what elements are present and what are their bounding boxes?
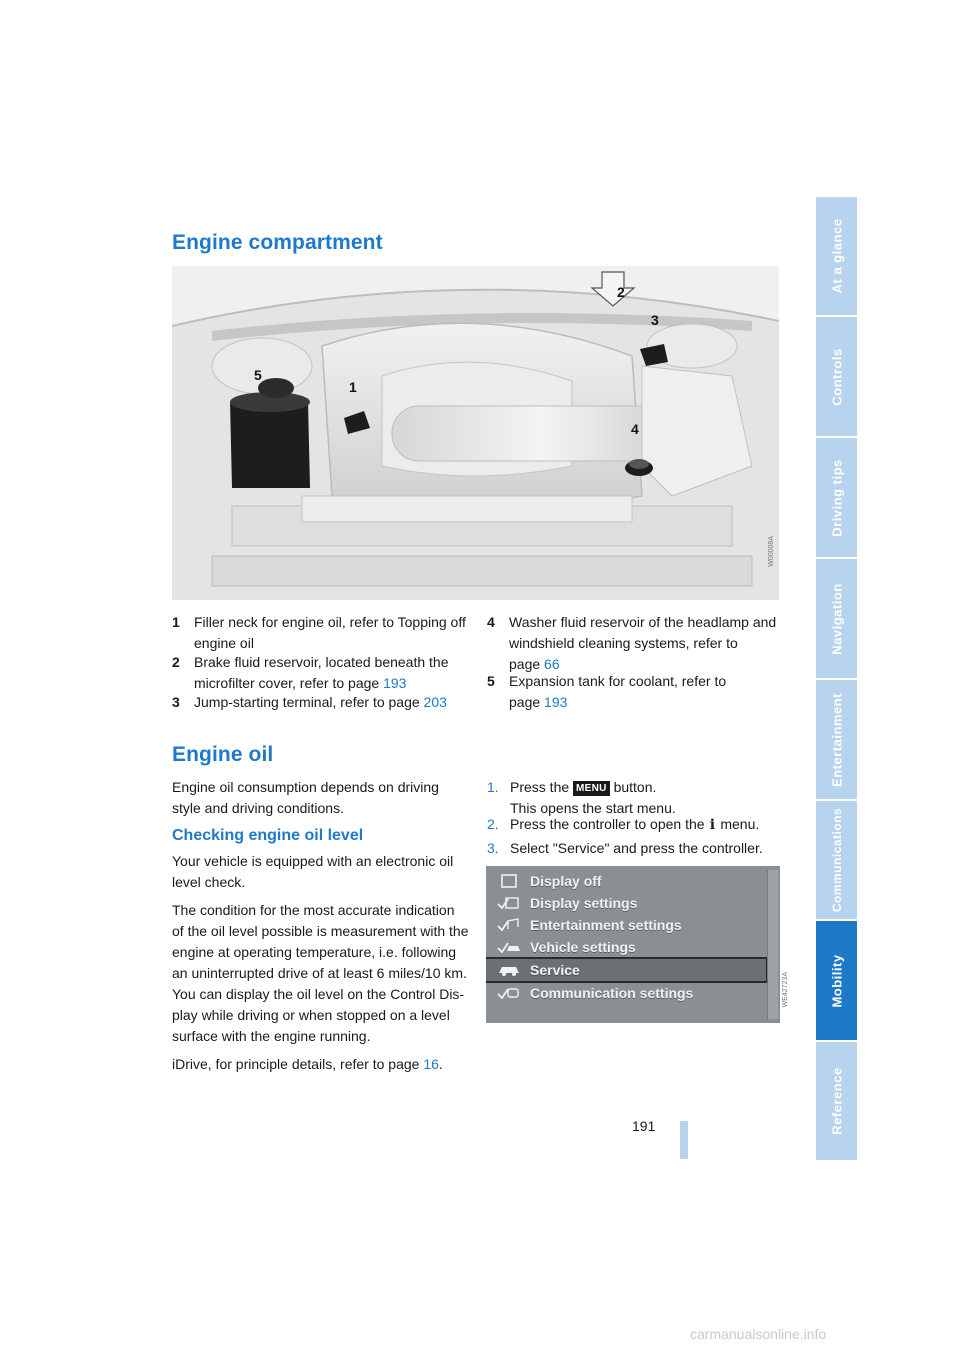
- step-text-line2: This opens the start menu.: [510, 800, 676, 816]
- menu-item-vehicle-settings[interactable]: [486, 936, 766, 958]
- text-line: engine at operating temperature, i.e. following: [172, 944, 457, 960]
- engine-drawing: [172, 266, 779, 600]
- tab-controls[interactable]: [816, 317, 857, 436]
- tab-at-a-glance[interactable]: [816, 197, 857, 315]
- section-title-engine-compartment: Engine compartment: [172, 231, 383, 254]
- menu-item-communication-settings[interactable]: [486, 982, 766, 1004]
- legend-line: engine oil: [194, 635, 254, 651]
- legend-line: Brake fluid reservoir, located beneath the: [194, 654, 449, 670]
- text-line: iDrive, for principle details, refer to page: [172, 1056, 424, 1072]
- oil-check-paragraph-1: [172, 851, 472, 893]
- tab-label: Controls: [829, 347, 844, 406]
- legend-item-5: [487, 671, 787, 713]
- tab-label: Entertainment: [829, 692, 844, 787]
- menu-item-label: Vehicle settings: [530, 939, 636, 955]
- idrive-service-menu-screen: [486, 866, 780, 1023]
- section-title-engine-oil: Engine oil: [172, 743, 274, 766]
- menu-item-label: Display settings: [530, 895, 638, 911]
- text-line: play while driving or when stopped on a level: [172, 1007, 450, 1023]
- legend-number: 5: [487, 673, 495, 689]
- legend-line: page: [509, 656, 545, 672]
- tab-label: Reference: [829, 1067, 844, 1135]
- legend-text: [509, 612, 776, 675]
- legend-number: 1: [172, 614, 180, 630]
- legend-line: windshield cleaning systems, refer to: [509, 635, 738, 651]
- tab-label: Communications: [829, 807, 844, 913]
- callout-4: 4: [631, 421, 639, 437]
- text-line: surface with the engine running.: [172, 1028, 371, 1044]
- step-text-post: menu.: [716, 816, 760, 832]
- menu-item-service[interactable]: [486, 959, 766, 981]
- step-text-pre: Press the: [510, 779, 574, 795]
- step-2: [487, 814, 787, 836]
- communication-settings-icon: [496, 985, 522, 1001]
- page-link-193[interactable]: 193: [383, 675, 407, 691]
- text-end: .: [438, 1056, 443, 1072]
- step-text: [510, 777, 676, 819]
- menu-item-label: Display off: [530, 873, 602, 889]
- callout-3: 3: [651, 312, 659, 328]
- display-settings-icon: [496, 895, 522, 911]
- legend-line: Washer fluid reservoir of the headlamp and: [509, 614, 777, 630]
- tab-label: Navigation: [829, 582, 844, 655]
- menu-item-label: Service: [530, 962, 580, 978]
- oil-check-paragraph-2: [172, 900, 472, 1047]
- figure-code: W00008A: [768, 536, 775, 567]
- text-line: level check.: [172, 874, 246, 890]
- legend-number: 2: [172, 654, 180, 670]
- legend-item-3: [172, 692, 472, 714]
- legend-line: Jump-starting terminal, refer to page: [194, 694, 424, 710]
- step-1: [487, 777, 787, 819]
- tab-label: Mobility: [829, 953, 844, 1008]
- legend-number: 3: [172, 694, 180, 710]
- legend-item-1: [172, 612, 472, 654]
- callout-5: 5: [254, 367, 262, 383]
- legend-line: Expansion tank for coolant, refer to: [509, 673, 727, 689]
- menu-button-icon: MENU: [573, 781, 610, 796]
- menu-item-display-off[interactable]: [486, 870, 766, 892]
- tab-mobility[interactable]: [816, 921, 857, 1040]
- idrive-reference: [172, 1054, 472, 1075]
- page-number-bar: [680, 1121, 688, 1159]
- legend-text: [194, 652, 449, 694]
- engine-oil-intro: [172, 777, 472, 819]
- step-text: [510, 814, 759, 836]
- tab-label: At a glance: [829, 218, 844, 294]
- tab-driving-tips[interactable]: [816, 438, 857, 557]
- tab-navigation[interactable]: [816, 559, 857, 678]
- legend-text: [194, 692, 447, 713]
- page-link-193b[interactable]: 193: [544, 694, 568, 710]
- tab-reference[interactable]: [816, 1042, 857, 1160]
- text-line: Engine oil consumption depends on driving: [172, 779, 439, 795]
- menu-item-label: Communication settings: [530, 985, 694, 1001]
- step-text: Select "Service" and press the controller.: [510, 840, 763, 856]
- tab-communications[interactable]: [816, 801, 857, 919]
- callout-2: 2: [617, 284, 625, 300]
- callout-1: 1: [349, 379, 357, 395]
- text-line: The condition for the most accurate indication: [172, 902, 455, 918]
- page-number: 191: [632, 1118, 656, 1134]
- step-number: 1.: [487, 779, 499, 795]
- entertainment-settings-icon: [496, 917, 522, 933]
- legend-text: [194, 612, 466, 654]
- page-link-16[interactable]: 16: [423, 1056, 439, 1072]
- page-link-203[interactable]: 203: [423, 694, 447, 710]
- legend-item-2: [172, 652, 472, 694]
- menu-scrollbar[interactable]: [767, 870, 778, 1019]
- service-car-icon: [496, 962, 522, 978]
- step-number: 2.: [487, 816, 499, 832]
- display-off-icon: [496, 873, 522, 889]
- engine-compartment-illustration: [172, 266, 779, 600]
- screen-code: WE42723A: [782, 972, 789, 1008]
- menu-item-label: Entertainment settings: [530, 917, 682, 933]
- step-text-post: button.: [609, 779, 657, 795]
- legend-line: Filler neck for engine oil, refer to Topping off: [194, 614, 466, 630]
- menu-item-display-settings[interactable]: [486, 892, 766, 914]
- legend-text: [509, 671, 726, 713]
- text-line: Your vehicle is equipped with an electronic oil: [172, 853, 454, 869]
- menu-item-entertainment-settings[interactable]: [486, 914, 766, 936]
- legend-item-4: [487, 612, 787, 675]
- text-line: style and driving conditions.: [172, 800, 344, 816]
- tab-entertainment[interactable]: [816, 680, 857, 799]
- tab-label: Driving tips: [829, 458, 844, 537]
- page-link-66[interactable]: 66: [544, 656, 560, 672]
- legend-line: microfilter cover, refer to page: [194, 675, 384, 691]
- watermark: carmanualsonline.info: [690, 1326, 827, 1342]
- text-line: You can display the oil level on the Control Dis-: [172, 986, 465, 1002]
- step-number: 3.: [487, 840, 499, 856]
- text-line: of the oil level possible is measurement with the: [172, 923, 469, 939]
- legend-number: 4: [487, 614, 495, 630]
- step-text-pre: Press the controller to open the: [510, 816, 709, 832]
- text-line: an uninterrupted drive of at least 6 miles/10 km.: [172, 965, 467, 981]
- legend-line: page: [509, 694, 545, 710]
- subheading-checking-oil: Checking engine oil level: [172, 827, 364, 844]
- step-3: [487, 838, 787, 860]
- info-menu-icon: i: [709, 817, 716, 833]
- vehicle-settings-icon: [496, 939, 522, 955]
